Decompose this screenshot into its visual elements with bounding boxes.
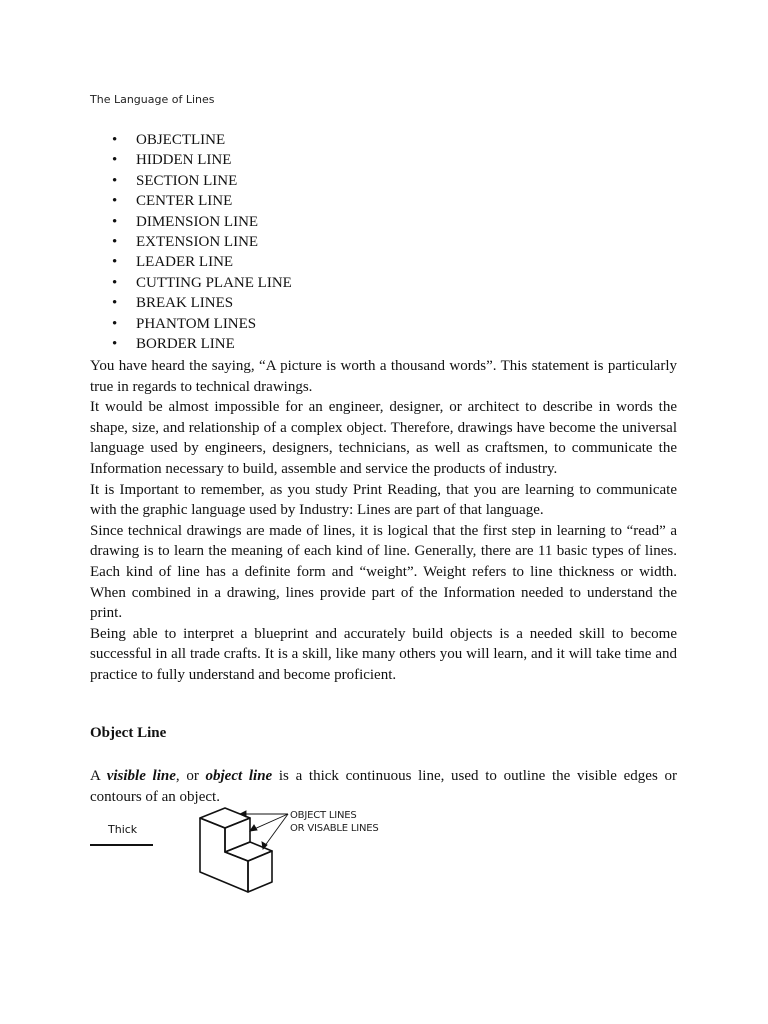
object-line-definition	[90, 766, 677, 807]
paragraph: It would be almost impossible for an engineer, designer, or architect to describe in words the shape, size, and relationship of a complex object. Therefore, drawings have become the universal language used by engineers, designers, technicians, as well as craftsmen, to communicate the Information necessary to build, assemble and service the products of industry.	[90, 399, 677, 477]
list-item: • HIDDEN LINE	[90, 150, 292, 170]
definition-prefix: A	[90, 768, 107, 784]
list-item: • CUTTING PLANE LINE	[90, 273, 292, 293]
callout-line: OBJECT LINES	[290, 810, 357, 821]
term-visible-line: visible line	[106, 768, 176, 784]
callout-line: OR VISABLE LINES	[290, 823, 379, 834]
definition-suffix: is a thick continuous line, used to outline the visible edges or contours of an object.	[90, 768, 677, 805]
list-item: • PHANTOM LINES	[90, 314, 292, 334]
paragraph: Being able to interpret a blueprint and accurately build objects is a needed skill to become successful in all trade crafts. It is a skill, like many others you will learn, and it will take time and practice to fully understand and become proficient.	[90, 625, 677, 683]
document-title: The Language of Lines	[90, 93, 215, 106]
list-item: • SECTION LINE	[90, 171, 292, 191]
list-item: • EXTENSION LINE	[90, 232, 292, 252]
object-lines-callout	[290, 809, 379, 835]
body-text	[90, 356, 677, 686]
list-item: • CENTER LINE	[90, 191, 292, 211]
line-types-list	[90, 130, 292, 354]
list-item: • LEADER LINE	[90, 252, 292, 272]
paragraph: You have heard the saying, “A picture is worth a thousand words”. This statement is particularly true in regards to technical drawings.	[90, 358, 677, 395]
definition-connector: , or	[175, 768, 206, 784]
section-heading: Object Line	[90, 725, 167, 741]
list-item: • OBJECTLINE	[90, 130, 292, 150]
thick-line-sample	[90, 844, 153, 846]
list-item: • BORDER LINE	[90, 334, 292, 354]
term-object-line: object line	[205, 768, 273, 784]
list-item: • BREAK LINES	[90, 293, 292, 313]
paragraph: Since technical drawings are made of lines, it is logical that the first step in learning to “read” a drawing is to learn the meaning of each kind of line. Generally, there are 11 basic types of lines. Each kind of line has a definite form and “weight”. Weight refers to line thickness or width. When combined in a drawing, lines provide part of the Information needed to understand the print.	[90, 522, 677, 622]
paragraph: It is Important to remember, as you study Print Reading, that you are learning to communicate with the graphic language used by Industry: Lines are part of that language.	[90, 481, 677, 519]
object-line-figure	[190, 800, 290, 896]
list-item: • DIMENSION LINE	[90, 212, 292, 232]
thick-line-label: Thick	[108, 823, 138, 836]
